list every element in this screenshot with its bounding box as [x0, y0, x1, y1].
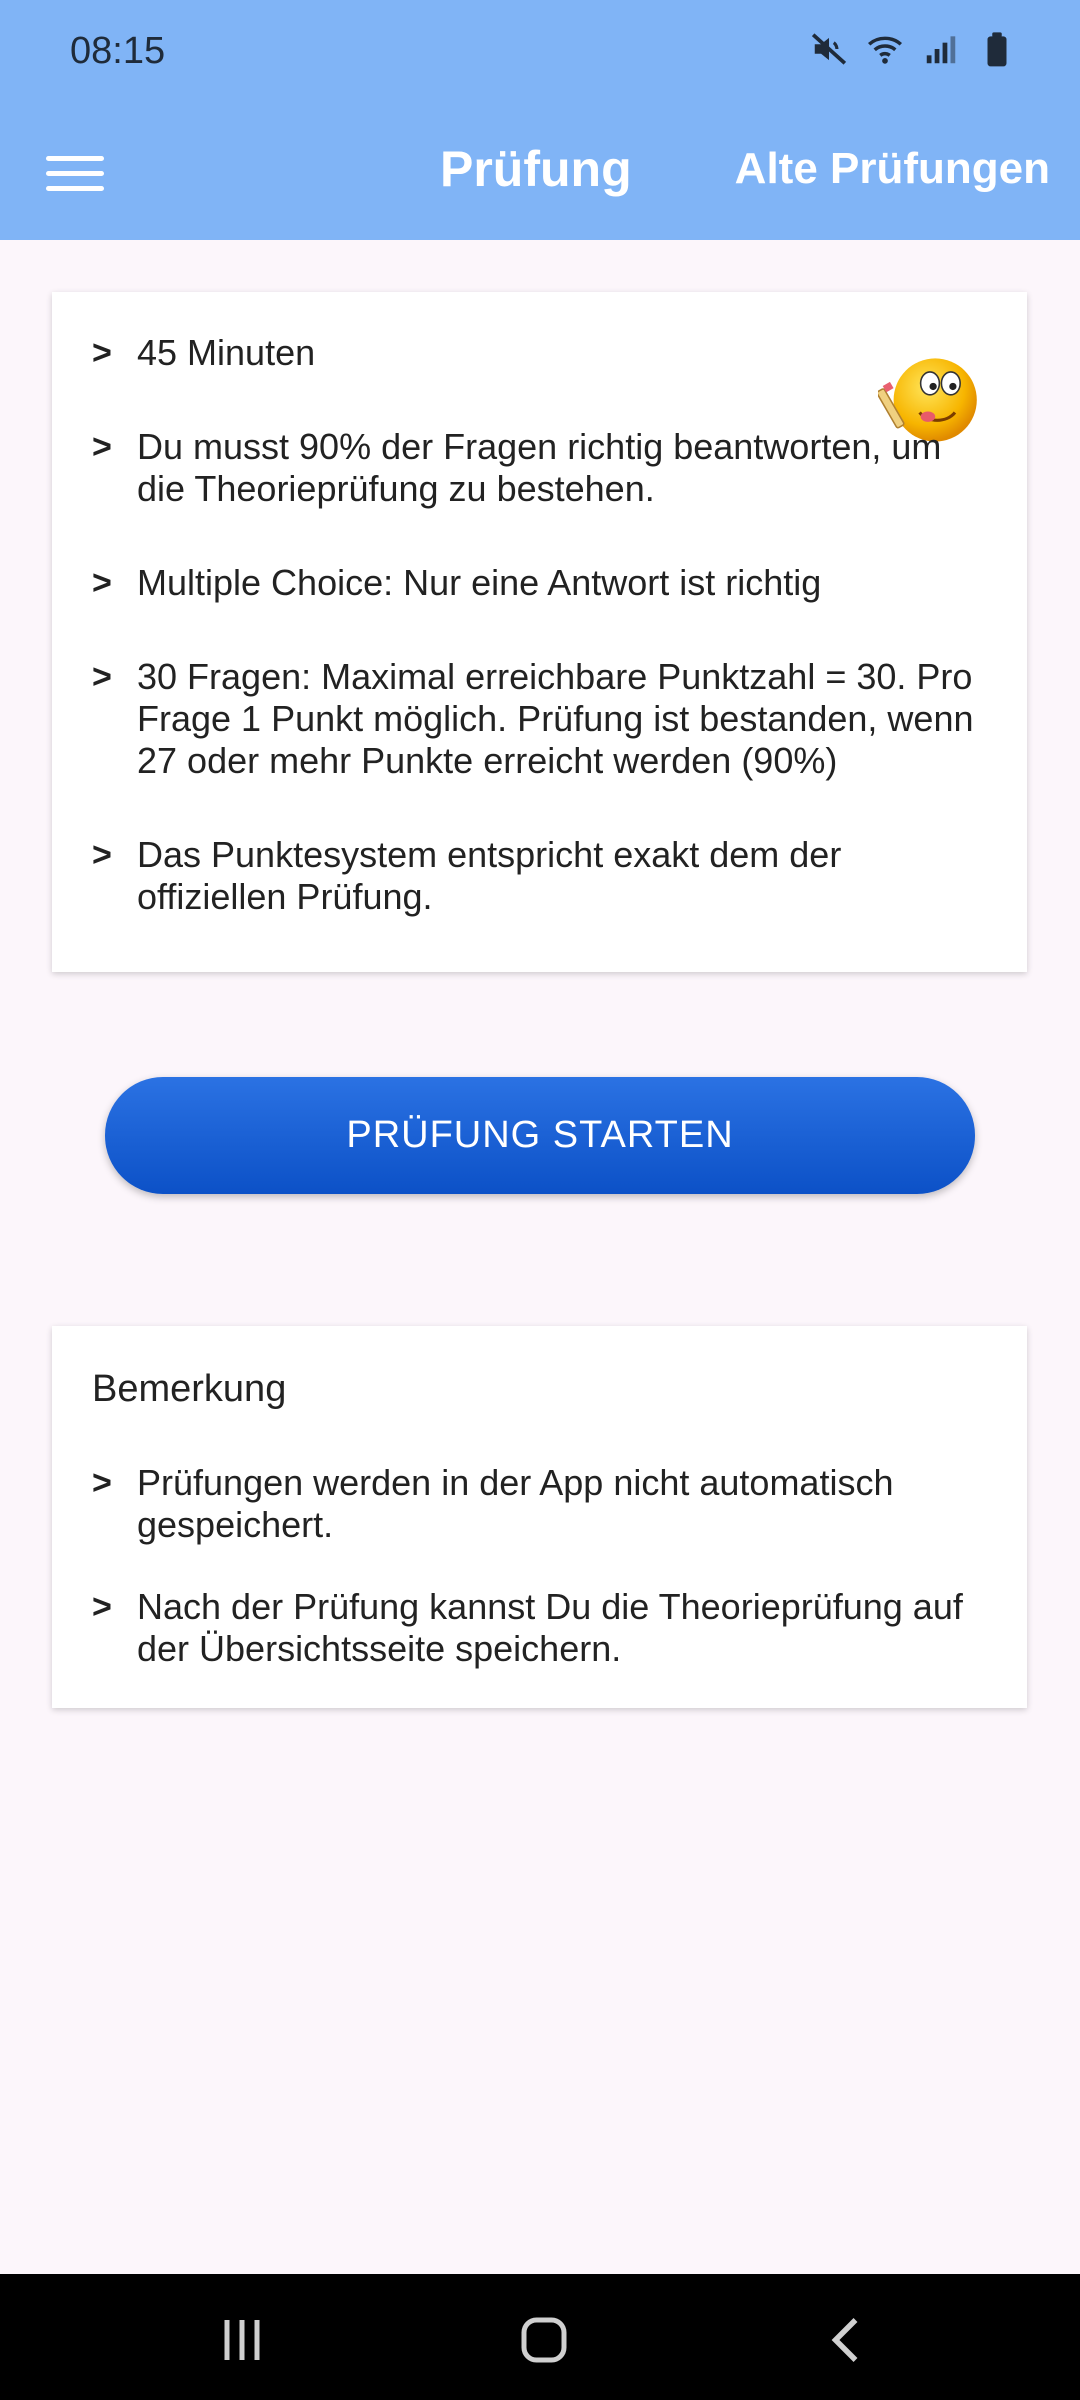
page-title: Prüfung	[440, 141, 632, 197]
exam-info-card	[52, 292, 1027, 972]
status-icons	[810, 30, 1016, 68]
note-text: Nach der Prüfung kannst Du die Theorieprüfung auf der Übersichtsseite speichern.	[137, 1586, 963, 1669]
info-text: 30 Fragen: Maximal erreichbare Punktzahl = 30. Pro Frage 1 Punkt möglich. Prüfung ist bestanden, wenn 27 oder mehr Punkte erreicht werden (90%)	[137, 656, 974, 781]
bullet-marker: >	[92, 1464, 112, 1502]
home-icon[interactable]	[514, 2310, 574, 2370]
note-item	[92, 1462, 992, 1546]
bullet-marker: >	[92, 836, 112, 874]
info-item	[92, 834, 992, 918]
info-text: Multiple Choice: Nur eine Antwort ist richtig	[137, 562, 822, 603]
back-icon[interactable]	[818, 2310, 878, 2370]
recents-icon[interactable]	[212, 2310, 272, 2370]
old-exams-button[interactable]: Alte Prüfungen	[734, 144, 1050, 193]
bullet-marker: >	[92, 564, 112, 602]
start-exam-button[interactable]: PRÜFUNG STARTEN	[105, 1077, 975, 1194]
status-bar	[0, 0, 1080, 108]
menu-icon[interactable]	[46, 144, 104, 202]
status-time: 08:15	[70, 30, 166, 72]
info-item	[92, 332, 992, 374]
signal-icon	[922, 30, 960, 68]
info-text: 45 Minuten	[137, 332, 316, 373]
bullet-marker: >	[92, 334, 112, 372]
note-text: Prüfungen werden in der App nicht automatisch gespeichert.	[137, 1462, 894, 1545]
bullet-marker: >	[92, 1588, 112, 1626]
note-item	[92, 1586, 992, 1670]
battery-icon	[978, 30, 1016, 68]
info-item	[92, 656, 992, 782]
notes-card	[52, 1326, 1027, 1708]
info-text: Das Punktesystem entspricht exakt dem der offiziellen Prüfung.	[137, 834, 842, 917]
app-bar	[0, 108, 1080, 240]
info-text: Du musst 90% der Fragen richtig beantworten, um die Theorieprüfung zu bestehen.	[137, 426, 942, 509]
wifi-icon	[866, 30, 904, 68]
notes-title: Bemerkung	[92, 1368, 287, 1410]
system-nav-bar	[0, 2274, 1080, 2400]
info-item	[92, 562, 992, 604]
bullet-marker: >	[92, 658, 112, 696]
bullet-marker: >	[92, 428, 112, 466]
info-item	[92, 426, 992, 510]
mute-icon	[810, 30, 848, 68]
